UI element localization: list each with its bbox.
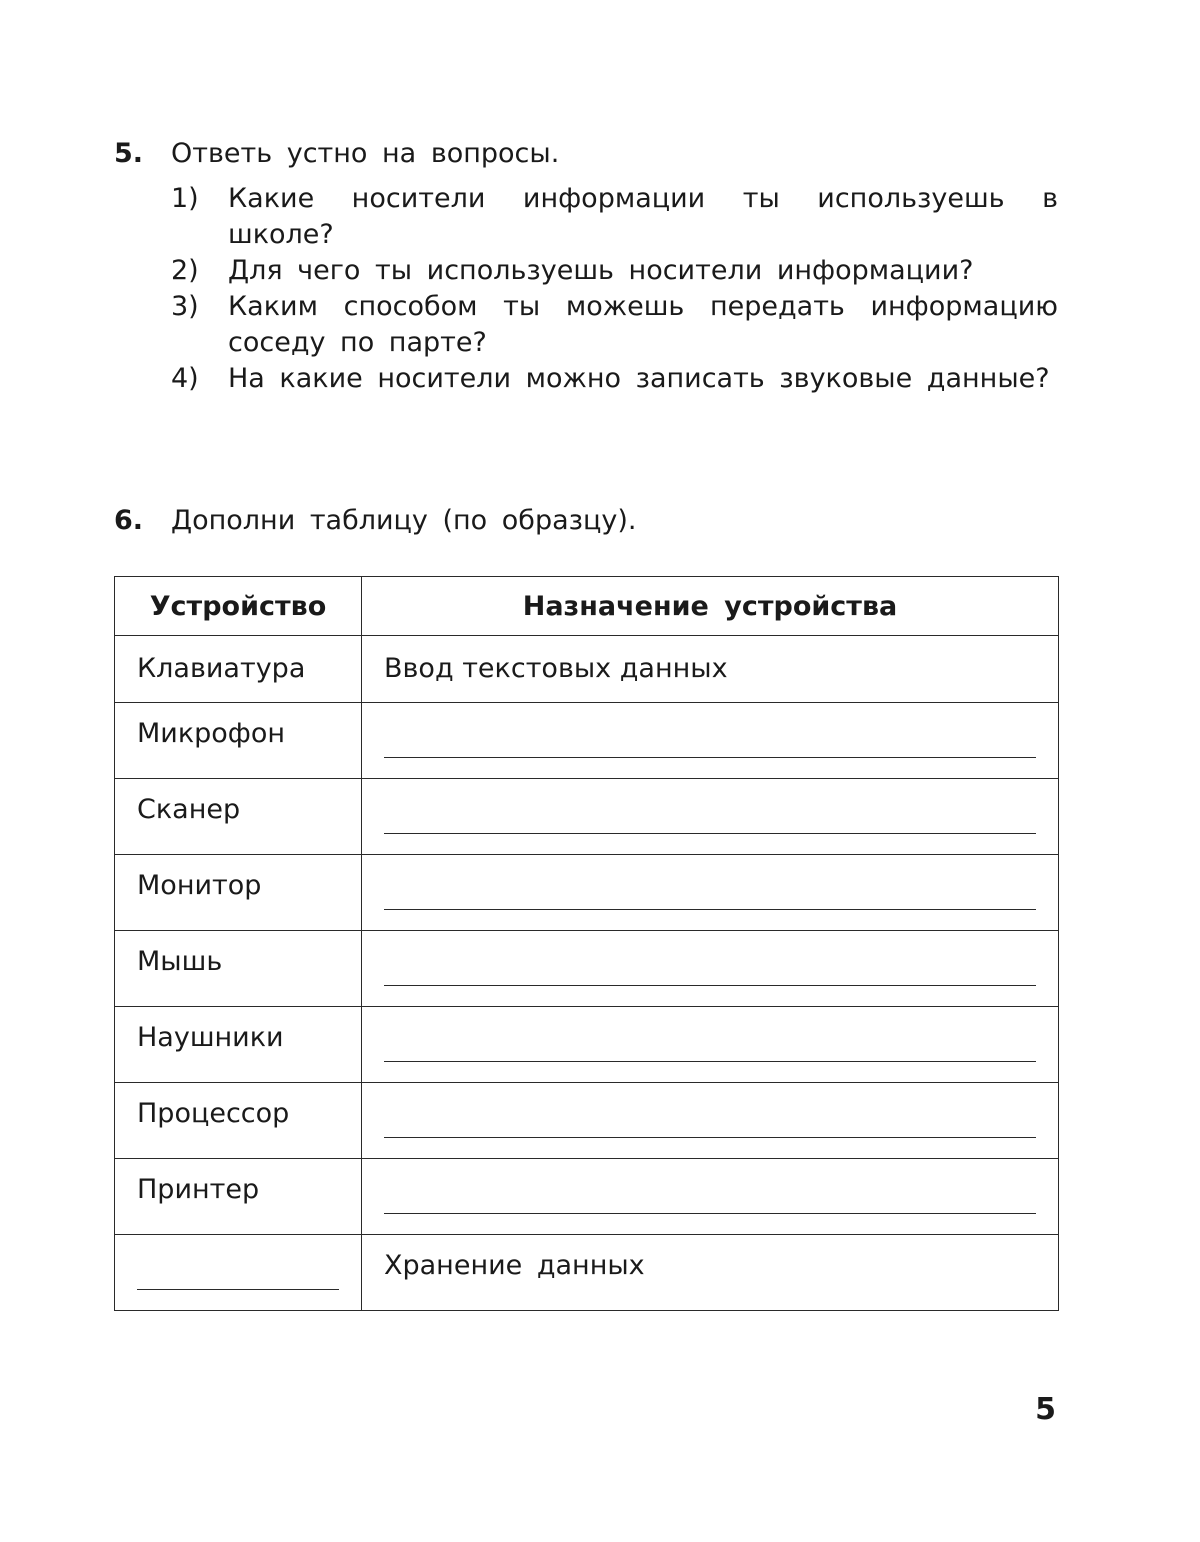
- task-6-instruction: Дополни таблицу (по образцу).: [171, 505, 637, 536]
- question-item-3: [114, 289, 1058, 361]
- device-name: Процессор: [137, 1098, 290, 1129]
- device-name: Принтер: [137, 1174, 260, 1205]
- question-text: Каким способом ты можешь передать информацию соседу по парте?: [228, 291, 1058, 358]
- purpose-cell[interactable]: [362, 779, 1059, 855]
- table-row: [115, 779, 1059, 855]
- question-number: 4): [171, 363, 199, 394]
- question-number: 2): [171, 255, 199, 286]
- table-row: [115, 703, 1059, 779]
- purpose-cell: [362, 1235, 1059, 1311]
- device-cell: [115, 703, 362, 779]
- table-header-row: [115, 577, 1059, 636]
- answer-line[interactable]: [384, 909, 1036, 910]
- device-table: [114, 576, 1059, 1311]
- table-row: [115, 1159, 1059, 1235]
- device-name: Наушники: [137, 1022, 284, 1053]
- purpose-cell[interactable]: [362, 703, 1059, 779]
- task-5-number: 5.: [114, 138, 144, 169]
- question-text: Для чего ты используешь носители информации?: [228, 255, 974, 286]
- purpose-text: [384, 703, 1036, 717]
- answer-line[interactable]: [384, 1137, 1036, 1138]
- answer-line[interactable]: [384, 1213, 1036, 1214]
- purpose-cell: Ввод текстовых данных: [362, 636, 1059, 703]
- answer-line[interactable]: [384, 1061, 1036, 1062]
- question-number: 3): [171, 291, 199, 322]
- task-6-header: [114, 503, 1058, 539]
- device-name: Сканер: [137, 794, 241, 825]
- device-name: Мышь: [137, 946, 223, 977]
- purpose-text: [384, 931, 1036, 945]
- device-cell: [115, 1007, 362, 1083]
- table-row: [115, 1083, 1059, 1159]
- purpose-cell[interactable]: [362, 1083, 1059, 1159]
- purpose-cell[interactable]: [362, 931, 1059, 1007]
- device-cell: [115, 1159, 362, 1235]
- device-name: [137, 1235, 339, 1249]
- page-number: 5: [1035, 1392, 1056, 1427]
- device-cell[interactable]: [115, 1235, 362, 1311]
- device-name: Микрофон: [137, 718, 286, 749]
- table-row: [115, 855, 1059, 931]
- question-item-1: [114, 181, 1058, 253]
- answer-line[interactable]: [384, 985, 1036, 986]
- task-6-number: 6.: [114, 505, 144, 536]
- column-header-purpose: Назначение устройства: [362, 577, 1059, 636]
- answer-line[interactable]: [384, 757, 1036, 758]
- purpose-text: [384, 1159, 1036, 1173]
- column-header-device: Устройство: [115, 577, 362, 636]
- device-name: Монитор: [137, 870, 262, 901]
- device-cell: [115, 855, 362, 931]
- question-number: 1): [171, 183, 199, 214]
- answer-line[interactable]: [384, 833, 1036, 834]
- task-6: [114, 503, 1058, 539]
- question-list: [114, 181, 1058, 397]
- purpose-text: [384, 1083, 1036, 1097]
- purpose-text: [384, 855, 1036, 869]
- purpose-cell[interactable]: [362, 855, 1059, 931]
- device-answer-line[interactable]: [137, 1289, 339, 1290]
- task-5-instruction: Ответь устно на вопросы.: [171, 138, 560, 169]
- device-cell: Клавиатура: [115, 636, 362, 703]
- device-cell: [115, 931, 362, 1007]
- purpose-text: [384, 1007, 1036, 1021]
- table-row: [115, 931, 1059, 1007]
- task-5-header: [114, 136, 1058, 172]
- question-item-2: [114, 253, 1058, 289]
- purpose-cell[interactable]: [362, 1007, 1059, 1083]
- table-row: [115, 1235, 1059, 1311]
- device-cell: [115, 1083, 362, 1159]
- purpose-cell[interactable]: [362, 1159, 1059, 1235]
- table-row: [115, 636, 1059, 703]
- table-row: [115, 1007, 1059, 1083]
- device-cell: [115, 779, 362, 855]
- question-text: На какие носители можно записать звуковые данные?: [228, 363, 1050, 394]
- question-item-4: [114, 361, 1058, 397]
- purpose-text: [384, 779, 1036, 793]
- purpose-text: Хранение данных: [384, 1250, 645, 1281]
- question-text: Какие носители информации ты используешь в школе?: [228, 183, 1058, 250]
- task-5: [114, 136, 1058, 397]
